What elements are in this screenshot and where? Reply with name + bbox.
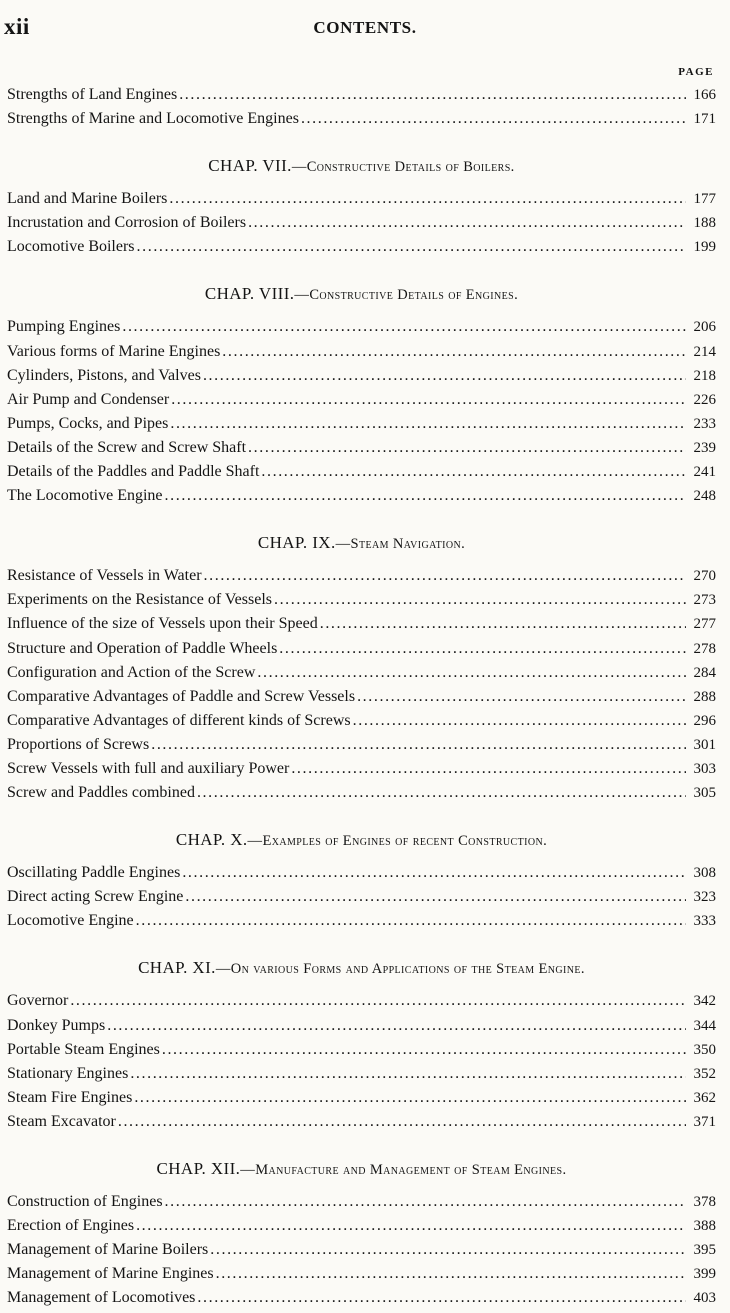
entry-page-number: 248 <box>693 488 716 505</box>
dot-leader <box>171 391 686 409</box>
entry-title: Stationary Engines <box>7 1064 129 1082</box>
entry-title: Proportions of Screws <box>7 735 150 753</box>
entry-title: Direct acting Screw Engine <box>7 888 184 906</box>
entry-title: Details of the Paddles and Paddle Shaft <box>7 463 260 481</box>
entry-page-number: 395 <box>693 1242 716 1259</box>
toc-entry <box>7 1289 716 1313</box>
entry-title: Air Pump and Condenser <box>7 390 170 408</box>
entry-page-number: 303 <box>693 760 716 777</box>
entry-title: Cylinders, Pistons, and Valves <box>7 366 201 384</box>
dot-leader <box>320 615 686 633</box>
chapter-label: CHAP. VII. <box>208 156 292 176</box>
entry-title: Strengths of Land Engines <box>7 86 178 103</box>
toc-entry <box>7 463 716 487</box>
toc-entry <box>7 1089 716 1113</box>
entry-title: The Locomotive Engine <box>7 487 163 505</box>
entry-title: Donkey Pumps <box>7 1016 106 1034</box>
entry-title: Locomotive Boilers <box>7 238 135 256</box>
entry-title: Construction of Engines <box>7 1193 163 1210</box>
dot-leader <box>182 864 686 882</box>
entry-title: Pumps, Cocks, and Pipes <box>7 414 169 432</box>
chapter-label: CHAP. IX. <box>257 533 336 553</box>
toc-entry <box>7 664 716 688</box>
chapter-subtitle: —On various Forms and Applications of the Steam Engine. <box>215 961 585 978</box>
entry-page-number: 233 <box>693 415 716 432</box>
dot-leader <box>197 784 686 802</box>
toc-entry <box>7 640 716 664</box>
toc-entry <box>7 591 716 615</box>
dot-leader <box>261 463 686 481</box>
dot-leader <box>279 640 686 658</box>
entry-page-number: 278 <box>693 640 716 657</box>
toc-entry <box>7 1065 716 1089</box>
entry-title: Screw and Paddles combined <box>7 784 195 802</box>
entry-title: Various forms of Marine Engines <box>7 342 221 360</box>
page-column-label: PAGE <box>678 66 714 78</box>
toc-entry <box>7 391 716 415</box>
entry-title: Comparative Advantages of Paddle and Screw Vessels <box>7 687 356 705</box>
chapter-subtitle: —Manufacture and Management of Steam Engines. <box>240 1162 567 1178</box>
entry-page-number: 323 <box>693 889 716 906</box>
toc-entry <box>7 1041 716 1065</box>
chapter-heading <box>7 262 716 318</box>
entry-title: Governor <box>7 992 69 1010</box>
dot-leader <box>136 912 686 930</box>
entry-title: Structure and Operation of Paddle Wheels <box>7 639 278 657</box>
chapter-heading <box>7 1137 716 1193</box>
entry-page-number: 270 <box>693 568 716 585</box>
toc-entry <box>7 86 716 110</box>
toc-entry <box>7 214 716 238</box>
entry-page-number: 352 <box>693 1065 716 1082</box>
dot-leader <box>210 1241 686 1259</box>
dot-leader <box>203 367 686 385</box>
entry-page-number: 206 <box>693 319 716 336</box>
toc-entry <box>7 318 716 342</box>
dot-leader <box>357 688 686 706</box>
entry-page-number: 388 <box>693 1218 716 1235</box>
toc-entry <box>7 415 716 439</box>
dot-leader <box>122 318 686 336</box>
toc-entry <box>7 864 716 888</box>
toc-entry <box>7 238 716 262</box>
entry-title: Management of Locomotives <box>7 1289 196 1307</box>
dot-leader <box>165 487 686 505</box>
dot-leader <box>185 888 686 906</box>
dot-leader <box>257 664 686 682</box>
dot-leader <box>291 760 686 778</box>
dot-leader <box>216 1265 686 1283</box>
entry-page-number: 214 <box>693 343 716 360</box>
dot-leader <box>179 86 686 104</box>
entry-title: Erection of Engines <box>7 1217 135 1235</box>
dot-leader <box>197 1289 686 1307</box>
entry-title: Pumping Engines <box>7 318 121 336</box>
toc-entry <box>7 1113 716 1137</box>
dot-leader <box>118 1113 686 1131</box>
toc-entry <box>7 784 716 808</box>
chapter-heading <box>7 134 716 190</box>
dot-leader <box>107 1017 686 1035</box>
page-header <box>0 14 730 44</box>
toc-entry <box>7 439 716 463</box>
entry-page-number: 166 <box>693 87 716 103</box>
toc-entry <box>7 1193 716 1217</box>
toc-entry <box>7 343 716 367</box>
chapter-label: CHAP. XI. <box>138 958 216 978</box>
entry-title: Experiments on the Resistance of Vessels <box>7 591 272 609</box>
table-of-contents <box>7 86 716 1313</box>
toc-entry <box>7 567 716 591</box>
chapter-label: CHAP. XII. <box>156 1159 241 1178</box>
entry-title: Management of Marine Boilers <box>7 1241 209 1259</box>
dot-leader <box>204 567 686 585</box>
dot-leader <box>170 415 686 433</box>
entry-title: Configuration and Action of the Screw <box>7 663 256 681</box>
chapter-subtitle: —Examples of Engines of recent Construction. <box>247 833 548 850</box>
entry-title: Comparative Advantages of different kinds of Screws <box>7 711 351 729</box>
chapter-subtitle: —Constructive Details of Engines. <box>294 287 519 304</box>
entry-page-number: 308 <box>693 865 716 882</box>
chapter-heading <box>7 808 716 864</box>
dot-leader <box>301 110 686 128</box>
entry-title: Incrustation and Corrosion of Boilers <box>7 214 247 232</box>
entry-title: Steam Excavator <box>7 1112 116 1130</box>
entry-page-number: 342 <box>693 993 716 1010</box>
entry-page-number: 362 <box>693 1089 716 1106</box>
dot-leader <box>222 343 686 361</box>
entry-title: Portable Steam Engines <box>7 1040 160 1058</box>
entry-page-number: 333 <box>693 913 716 930</box>
entry-page-number: 239 <box>693 439 716 456</box>
entry-title: Management of Marine Engines <box>7 1265 214 1283</box>
entry-page-number: 218 <box>693 367 716 384</box>
dot-leader <box>248 214 686 232</box>
dot-leader <box>248 439 686 457</box>
toc-entry <box>7 1017 716 1041</box>
toc-entry <box>7 888 716 912</box>
page-number: xii <box>4 14 30 39</box>
entry-page-number: 273 <box>693 592 716 609</box>
dot-leader <box>130 1065 686 1083</box>
toc-entry <box>7 190 716 214</box>
chapter-heading <box>7 936 716 992</box>
toc-entry <box>7 615 716 639</box>
entry-page-number: 171 <box>693 111 716 128</box>
entry-page-number: 344 <box>693 1017 716 1034</box>
entry-title: Details of the Screw and Screw Shaft <box>7 438 247 456</box>
entry-page-number: 371 <box>693 1113 716 1130</box>
entry-page-number: 305 <box>693 785 716 802</box>
toc-entry <box>7 1217 716 1241</box>
entry-page-number: 378 <box>693 1194 716 1210</box>
toc-entry <box>7 712 716 736</box>
entry-page-number: 177 <box>693 191 716 208</box>
dot-leader <box>169 190 686 208</box>
entry-title: Steam Fire Engines <box>7 1088 133 1106</box>
entry-page-number: 277 <box>693 616 716 633</box>
chapter-heading <box>7 511 716 567</box>
dot-leader <box>162 1041 686 1059</box>
dot-leader <box>151 736 686 754</box>
toc-entry <box>7 1265 716 1289</box>
running-title: CONTENTS. <box>313 18 417 37</box>
entry-title: Influence of the size of Vessels upon their Speed <box>7 615 318 633</box>
toc-entry <box>7 487 716 511</box>
entry-page-number: 399 <box>693 1266 716 1283</box>
entry-page-number: 188 <box>693 215 716 232</box>
entry-title: Land and Marine Boilers <box>7 190 168 208</box>
dot-leader <box>165 1193 686 1211</box>
toc-entry <box>7 912 716 936</box>
toc-entry <box>7 110 716 134</box>
entry-page-number: 226 <box>693 391 716 408</box>
toc-entry <box>7 688 716 712</box>
dot-leader <box>136 1217 686 1235</box>
toc-entry <box>7 760 716 784</box>
entry-title: Resistance of Vessels in Water <box>7 567 202 585</box>
dot-leader <box>70 992 686 1010</box>
dot-leader <box>137 238 686 256</box>
chapter-subtitle: —Steam Navigation. <box>335 536 466 553</box>
chapter-label: CHAP. X. <box>175 830 248 850</box>
entry-page-number: 284 <box>693 664 716 681</box>
toc-entry <box>7 736 716 760</box>
chapter-subtitle: —Constructive Details of Boilers. <box>291 159 515 176</box>
toc-entry <box>7 992 716 1016</box>
toc-entry <box>7 1241 716 1265</box>
dot-leader <box>274 591 686 609</box>
entry-page-number: 350 <box>693 1041 716 1058</box>
dot-leader <box>134 1089 686 1107</box>
entry-title: Oscillating Paddle Engines <box>7 864 181 882</box>
entry-page-number: 301 <box>693 736 716 753</box>
entry-title: Locomotive Engine <box>7 912 134 930</box>
entry-page-number: 403 <box>693 1290 716 1307</box>
entry-page-number: 241 <box>693 464 716 481</box>
dot-leader <box>353 712 686 730</box>
entry-page-number: 296 <box>693 712 716 729</box>
toc-entry <box>7 367 716 391</box>
entry-page-number: 288 <box>693 688 716 705</box>
chapter-label: CHAP. VIII. <box>204 284 295 304</box>
entry-title: Strengths of Marine and Locomotive Engines <box>7 110 299 128</box>
entry-page-number: 199 <box>693 239 716 256</box>
entry-title: Screw Vessels with full and auxiliary Power <box>7 759 290 777</box>
